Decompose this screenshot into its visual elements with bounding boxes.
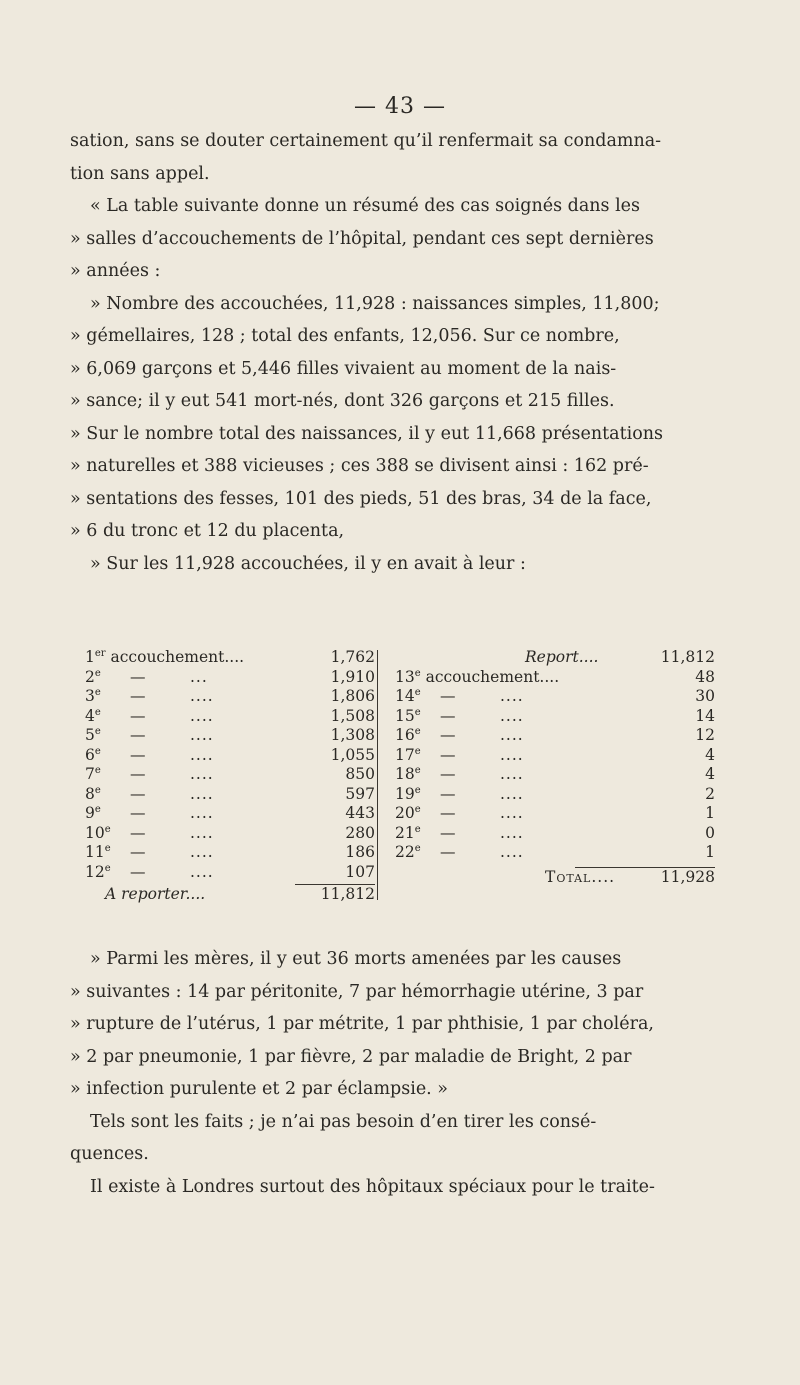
- text-line: » salles d’accouchements de l’hôpital, pendant ces sept dernières: [70, 228, 654, 249]
- ordinal: 20e: [395, 804, 421, 822]
- left-total-row: [85, 885, 375, 905]
- table-row: [85, 765, 375, 785]
- ditto-dash: —: [130, 765, 146, 783]
- leader-dots: ....: [190, 706, 214, 725]
- ditto-dash: —: [440, 765, 456, 783]
- text-line: » années :: [70, 261, 161, 281]
- ditto-dash: —: [130, 784, 146, 803]
- ordinal: 22e: [395, 843, 421, 861]
- ordinal-suffix: e: [414, 784, 421, 796]
- row-value: 186: [345, 843, 375, 861]
- ordinal: 3e: [85, 687, 101, 705]
- ordinal-suffix: e: [94, 784, 101, 796]
- text-line: » Nombre des accouchées, 11,928 : naissances simples, 11,800;: [90, 293, 660, 314]
- row-value: 14: [695, 706, 715, 725]
- ordinal-suffix: e: [94, 745, 101, 757]
- ditto-dash: —: [130, 687, 146, 705]
- row-value: 48: [695, 667, 715, 686]
- ditto-dash: —: [440, 784, 456, 803]
- ditto-dash: —: [440, 687, 456, 705]
- table-row: [395, 824, 715, 844]
- table-row: [395, 726, 715, 746]
- leader-dots: ....: [500, 823, 524, 842]
- ordinal-suffix: e: [414, 823, 421, 835]
- ordinal: 14e: [395, 687, 421, 705]
- row-value: 107: [345, 862, 375, 881]
- table-row: [85, 824, 375, 844]
- table-row: [395, 707, 715, 727]
- row-value: 30: [695, 687, 715, 705]
- ordinal-suffix: e: [94, 765, 101, 776]
- ordinal-suffix: e: [414, 667, 421, 679]
- text-line: tion sans appel.: [70, 163, 210, 184]
- ordinal: 10e: [85, 823, 111, 842]
- text-line: quences.: [70, 1144, 149, 1164]
- carry-forward-value: 11,812: [320, 885, 375, 903]
- row-value: 1,910: [330, 667, 375, 686]
- text-line: Tels sont les faits ; je n’ai pas besoin d’en tirer les consé-: [90, 1111, 597, 1132]
- ordinal-suffix: e: [94, 687, 101, 698]
- carry-forward-label: A reporter....: [105, 885, 206, 903]
- row-value: 1: [705, 843, 715, 861]
- ordinal-suffix: e: [104, 843, 111, 854]
- table-row: [85, 863, 375, 883]
- ditto-dash: —: [130, 843, 146, 861]
- table-row: [85, 785, 375, 805]
- ditto-dash: —: [130, 862, 146, 881]
- leader-dots: ....: [190, 784, 214, 803]
- table-left-column: [85, 648, 375, 905]
- row-value: 12: [695, 726, 715, 744]
- ordinal: 12e: [85, 862, 111, 881]
- ordinal: 19e: [395, 784, 421, 803]
- ditto-dash: —: [440, 843, 456, 861]
- leader-dots: ....: [500, 843, 524, 861]
- leader-dots: ....: [190, 862, 214, 881]
- leader-dots: ...: [190, 667, 208, 686]
- table-row: [395, 765, 715, 785]
- row-value: 597: [345, 784, 375, 803]
- ordinal-suffix: e: [94, 804, 101, 815]
- ordinal-suffix: e: [414, 726, 421, 737]
- ordinal: 8e: [85, 784, 101, 803]
- grand-total-row: [395, 868, 715, 888]
- row-value: 4: [705, 765, 715, 783]
- row-value: 1,508: [330, 706, 375, 725]
- row-value: 1,308: [330, 726, 375, 744]
- table-row: [395, 668, 715, 688]
- row-value: 1,055: [330, 745, 375, 764]
- births-table: [85, 648, 715, 910]
- text-line: sation, sans se douter certainement qu’il renfermait sa condamna-: [70, 131, 662, 151]
- table-row: [395, 843, 715, 863]
- leader-dots: ....: [190, 843, 214, 861]
- ordinal-suffix: e: [414, 765, 421, 776]
- table-row: [85, 726, 375, 746]
- ordinal: 18e: [395, 765, 421, 783]
- page-number: — 43 —: [354, 94, 446, 119]
- table-row: [85, 843, 375, 863]
- text-line: » infection purulente et 2 par éclampsie. »: [70, 1079, 449, 1099]
- total-label: Total....: [545, 867, 616, 886]
- leader-dots: ....: [500, 784, 524, 803]
- leader-dots: ....: [500, 765, 524, 783]
- ditto-dash: —: [130, 804, 146, 822]
- leader-dots: ....: [500, 745, 524, 764]
- leader-dots: ....: [190, 765, 214, 783]
- leader-dots: ....: [500, 804, 524, 822]
- ordinal: 16e: [395, 726, 421, 744]
- report-label: Report....: [525, 648, 599, 666]
- ordinal: 9e: [85, 804, 101, 822]
- row-value: 2: [705, 784, 715, 803]
- leader-dots: ....: [190, 804, 214, 822]
- row-value: 443: [345, 804, 375, 822]
- text-line: Il existe à Londres surtout des hôpitaux spéciaux pour le traite-: [90, 1176, 655, 1197]
- ditto-dash: —: [130, 706, 146, 725]
- paragraph-bottom: [70, 943, 760, 1203]
- total-value: 11,928: [660, 867, 715, 886]
- leader-dots: ....: [500, 687, 524, 705]
- ordinal-suffix: e: [94, 726, 101, 737]
- leader-dots: ....: [500, 706, 524, 725]
- table-row: [85, 668, 375, 688]
- table-row: [85, 804, 375, 824]
- ditto-dash: —: [440, 726, 456, 744]
- row-value: 850: [345, 765, 375, 783]
- table-row: [395, 687, 715, 707]
- ordinal-suffix: e: [104, 862, 111, 874]
- text-line: » Sur les 11,928 accouchées, il y en avait à leur :: [90, 553, 526, 574]
- ditto-dash: —: [440, 804, 456, 822]
- ordinal: 5e: [85, 726, 101, 744]
- text-line: » naturelles et 388 vicieuses ; ces 388 se divisent ainsi : 162 pré-: [70, 456, 649, 476]
- row-value: 4: [705, 745, 715, 764]
- text-line: » gémellaires, 128 ; total des enfants, 12,056. Sur ce nombre,: [70, 326, 620, 346]
- ordinal: 15e: [395, 706, 421, 725]
- table-row: [395, 746, 715, 766]
- table-row: [395, 785, 715, 805]
- leader-dots: ....: [500, 726, 524, 744]
- text-line: » Sur le nombre total des naissances, il y eut 11,668 présentations: [70, 423, 664, 444]
- text-line: « La table suivante donne un résumé des cas soignés dans les: [90, 196, 641, 216]
- leader-dots: ....: [190, 726, 214, 744]
- ordinal-suffix: e: [414, 843, 421, 854]
- ditto-dash: —: [440, 706, 456, 725]
- row-value: 280: [345, 823, 375, 842]
- ordinal: 1er accouchement....: [85, 648, 245, 666]
- ordinal: 2e: [85, 667, 101, 686]
- ordinal: 11e: [85, 843, 111, 861]
- ordinal-suffix: e: [94, 706, 101, 718]
- row-value: 1,806: [330, 687, 375, 705]
- ordinal: 13e accouchement....: [395, 667, 560, 686]
- ditto-dash: —: [130, 667, 146, 686]
- table-right-column: [395, 648, 715, 887]
- ordinal: 4e: [85, 706, 101, 725]
- column-divider: [377, 650, 378, 900]
- row-value: 1: [705, 804, 715, 822]
- ordinal-suffix: e: [94, 667, 101, 679]
- ordinal: 21e: [395, 823, 421, 842]
- ordinal-suffix: e: [414, 687, 421, 698]
- table-row: [395, 804, 715, 824]
- ordinal-suffix: e: [414, 745, 421, 757]
- text-line: » sance; il y eut 541 mort-nés, dont 326 garçons et 215 filles.: [70, 391, 615, 411]
- row-value: 0: [705, 823, 715, 842]
- table-row: [85, 746, 375, 766]
- table-row: [85, 648, 375, 668]
- report-value: 11,812: [660, 648, 715, 666]
- ditto-dash: —: [130, 726, 146, 744]
- text-line: » 6 du tronc et 12 du placenta,: [70, 521, 345, 541]
- ordinal-suffix: e: [104, 823, 111, 835]
- text-line: » sentations des fesses, 101 des pieds, 51 des bras, 34 de la face,: [70, 488, 652, 509]
- text-line: » 2 par pneumonie, 1 par fièvre, 2 par maladie de Bright, 2 par: [70, 1046, 632, 1067]
- table-row: [85, 687, 375, 707]
- text-line: » Parmi les mères, il y eut 36 morts amenées par les causes: [90, 949, 622, 969]
- ordinal-suffix: e: [414, 804, 421, 815]
- leader-dots: ....: [190, 745, 214, 764]
- table-row: [85, 707, 375, 727]
- ordinal: 6e: [85, 745, 101, 764]
- row-value: 1,762: [330, 648, 375, 666]
- text-line: » 6,069 garçons et 5,446 filles vivaient au moment de la nais-: [70, 358, 617, 379]
- ditto-dash: —: [440, 745, 456, 764]
- ordinal-suffix: e: [414, 706, 421, 718]
- leader-dots: ....: [190, 823, 214, 842]
- leader-dots: ....: [190, 687, 214, 705]
- ordinal-suffix: er: [94, 648, 106, 659]
- text-line: » suivantes : 14 par péritonite, 7 par hémorrhagie utérine, 3 par: [70, 981, 644, 1002]
- ditto-dash: —: [130, 823, 146, 842]
- ditto-dash: —: [440, 823, 456, 842]
- paragraph-top: [70, 125, 760, 580]
- text-line: » rupture de l’utérus, 1 par métrite, 1 par phthisie, 1 par choléra,: [70, 1014, 654, 1034]
- ordinal: 17e: [395, 745, 421, 764]
- report-row: [395, 648, 715, 668]
- ordinal: 7e: [85, 765, 101, 783]
- ditto-dash: —: [130, 745, 146, 764]
